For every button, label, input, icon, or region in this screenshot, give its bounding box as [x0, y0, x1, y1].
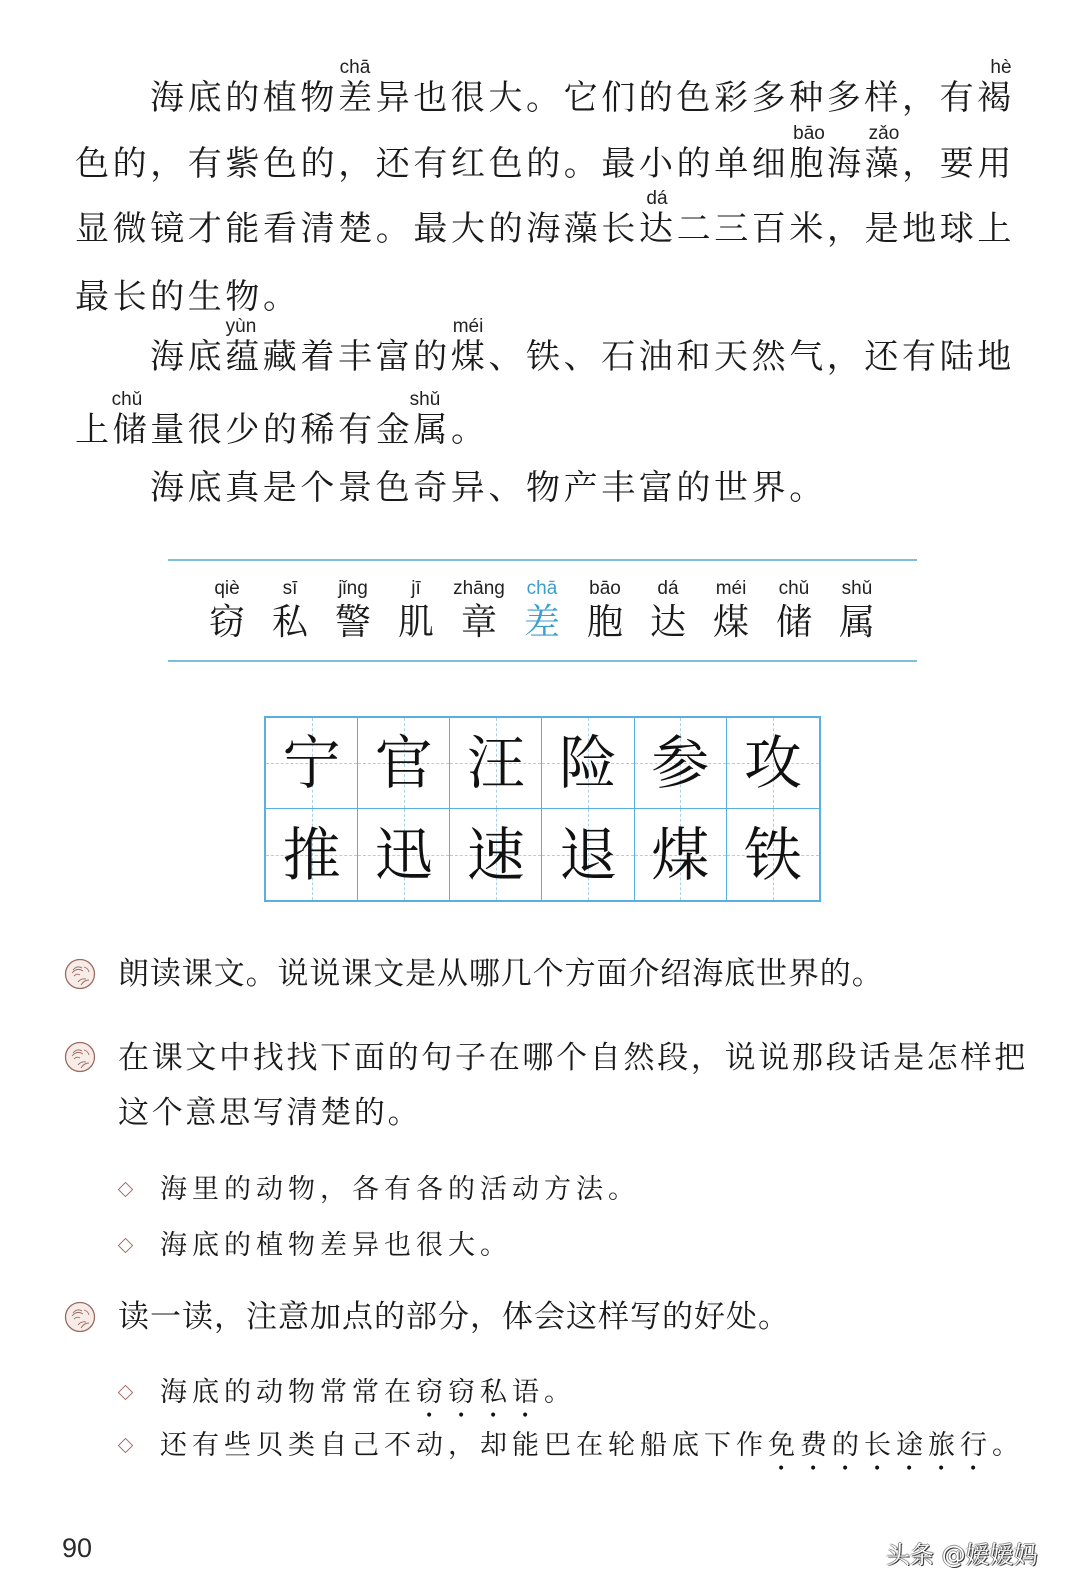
character-pinyin: chǔ — [778, 578, 810, 599]
new-character — [259, 578, 321, 646]
grid-cell — [450, 718, 542, 809]
sentence-text: 还有些贝类自己不动，却能巴在轮船底下作 — [160, 1430, 768, 1461]
new-character — [763, 578, 825, 646]
passage-line: 海底真是个景色奇异、物产丰富的世界。 — [150, 468, 827, 508]
diamond-icon — [118, 1438, 134, 1454]
grid-cell — [727, 718, 819, 809]
grid-cell — [635, 718, 727, 809]
writing-character: 退 — [559, 820, 618, 889]
pinyin-annotation: méi — [452, 316, 484, 337]
sentence-text: 。 — [992, 1430, 1024, 1461]
grid-cell — [266, 809, 358, 900]
writing-character: 煤 — [651, 820, 710, 889]
pinyin-annotation: hè — [990, 57, 1012, 78]
character-glyph: 私 — [271, 602, 308, 643]
character-pinyin: jī — [411, 578, 421, 599]
sentence-text: 。 — [544, 1377, 576, 1408]
swirl-badge-icon — [64, 958, 96, 990]
pinyin-annotation: yùn — [225, 316, 257, 337]
writing-character: 迅 — [374, 820, 433, 889]
character-glyph: 肌 — [397, 602, 434, 643]
character-pinyin: dá — [657, 578, 679, 599]
writing-character: 铁 — [743, 820, 802, 889]
new-character — [196, 578, 258, 646]
character-glyph: 属 — [838, 602, 875, 643]
passage-line: 上储量很少的稀有金属。 — [75, 410, 489, 450]
passage-line: 海底的植物差异也很大。它们的色彩多种多样，有褐 — [150, 78, 1015, 118]
new-character — [448, 578, 510, 646]
new-character — [700, 578, 762, 646]
character-glyph: 达 — [649, 602, 686, 643]
character-glyph: 胞 — [586, 602, 623, 643]
passage-line: 海底蕴藏着丰富的煤、铁、石油和天然气，还有陆地 — [150, 337, 1015, 377]
page-number: 90 — [62, 1533, 93, 1563]
character-pinyin: sī — [282, 578, 298, 599]
character-pinyin: jǐng — [338, 578, 368, 599]
pinyin-annotation: zǎo — [868, 123, 900, 144]
exercise-sub-item — [160, 1426, 1024, 1477]
grid-cell — [542, 718, 634, 809]
exercise-text: 这个意思写清楚的。 — [118, 1095, 422, 1131]
grid-cell — [358, 718, 450, 809]
exercise-sub-item: 海底的植物差异也很大。 — [160, 1230, 512, 1261]
character-glyph: 储 — [775, 602, 812, 643]
writing-character: 汪 — [466, 729, 525, 797]
new-character — [826, 578, 888, 646]
watermark: 头条 @嫒嫒妈 — [886, 1541, 1038, 1569]
emphasized-words: 免费的长途旅行 — [768, 1430, 992, 1461]
diamond-icon — [118, 1182, 134, 1198]
new-character — [385, 578, 447, 646]
exercise-text: 读一读，注意加点的部分，体会这样写的好处。 — [118, 1299, 790, 1335]
grid-cell — [635, 809, 727, 900]
bottom-rule — [168, 660, 917, 662]
pinyin-annotation: chǔ — [111, 389, 143, 410]
new-character — [322, 578, 384, 646]
exercise-sub-item — [160, 1373, 576, 1424]
character-pinyin: zhāng — [453, 578, 505, 599]
top-rule — [168, 559, 917, 561]
new-character-highlighted — [511, 578, 573, 646]
writing-character: 速 — [466, 820, 525, 889]
sentence-text: 海底的动物常常在 — [160, 1377, 416, 1408]
pinyin-annotation: chā — [339, 57, 371, 78]
character-pinyin: bāo — [589, 578, 621, 599]
character-pinyin: qiè — [214, 578, 240, 599]
diamond-icon — [118, 1385, 134, 1401]
character-pinyin: chā — [526, 578, 558, 599]
passage-line: 色的，有紫色的，还有红色的。最小的单细胞海藻，要用 — [75, 144, 1015, 184]
writing-character: 官 — [374, 729, 433, 797]
exercise-text: 朗读课文。说说课文是从哪几个方面介绍海底世界的。 — [118, 956, 884, 992]
swirl-badge-icon — [64, 1041, 96, 1073]
grid-cell — [450, 809, 542, 900]
character-glyph: 章 — [460, 602, 497, 643]
passage-line: 显微镜才能看清楚。最大的海藻长达二三百米，是地球上 — [75, 209, 1015, 249]
character-glyph: 煤 — [712, 602, 749, 643]
emphasized-words: 窃窃私语 — [416, 1377, 544, 1408]
character-glyph: 差 — [523, 602, 560, 643]
pinyin-annotation: dá — [646, 188, 668, 209]
diamond-icon — [118, 1238, 134, 1254]
writing-character: 攻 — [743, 729, 802, 797]
grid-cell — [358, 809, 450, 900]
writing-character: 推 — [282, 820, 341, 889]
pinyin-annotation: bāo — [793, 123, 825, 144]
new-character — [637, 578, 699, 646]
character-glyph: 警 — [334, 602, 371, 643]
pinyin-annotation: shǔ — [409, 389, 441, 410]
writing-character: 险 — [559, 729, 618, 797]
grid-cell — [542, 809, 634, 900]
passage-line: 最长的生物。 — [75, 277, 301, 317]
grid-cell — [727, 809, 819, 900]
character-pinyin: shǔ — [841, 578, 873, 599]
grid-cell — [266, 718, 358, 809]
swirl-badge-icon — [64, 1301, 96, 1333]
character-pinyin: méi — [715, 578, 747, 599]
exercise-sub-item: 海里的动物，各有各的活动方法。 — [160, 1174, 640, 1205]
writing-character: 参 — [651, 729, 710, 797]
writing-grid — [264, 716, 821, 902]
writing-character: 宁 — [282, 729, 341, 797]
character-glyph: 窃 — [208, 602, 245, 643]
new-character — [574, 578, 636, 646]
exercise-text: 在课文中找找下面的句子在哪个自然段，说说那段话是怎样把 — [118, 1040, 1028, 1076]
